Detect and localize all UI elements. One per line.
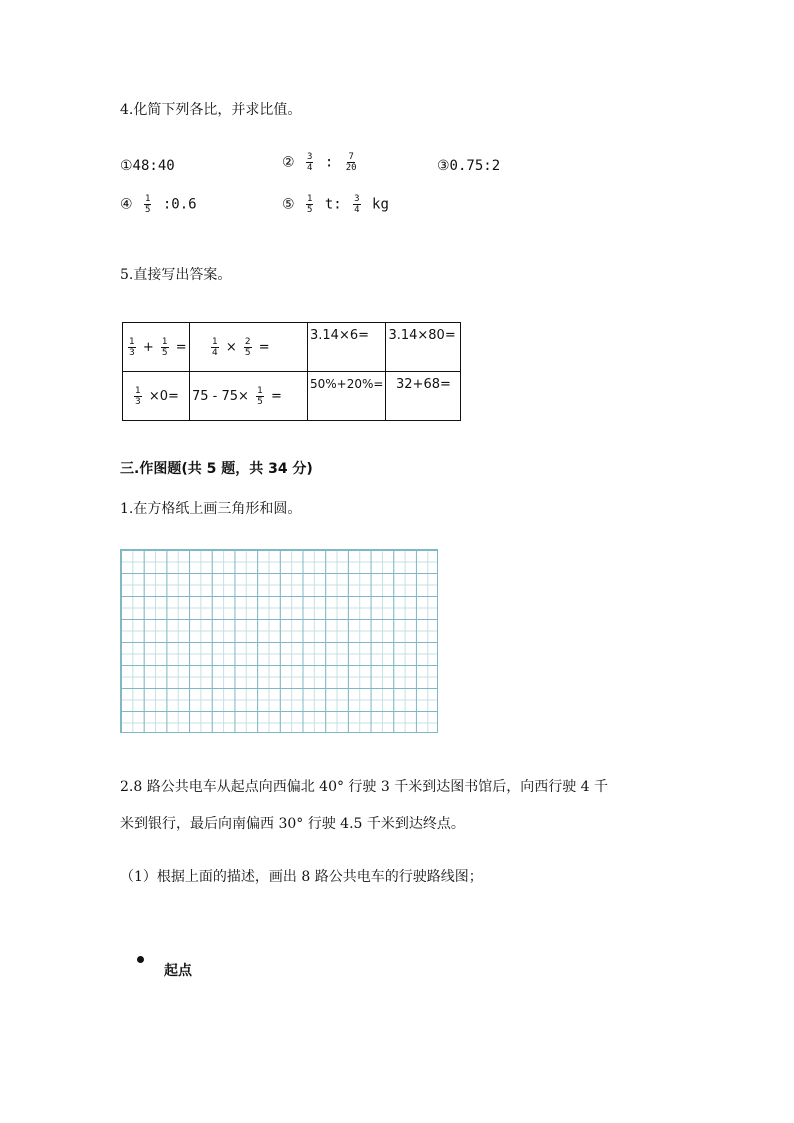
operator: × [225, 339, 237, 355]
q4-item-4 [120, 194, 197, 215]
equals: = [258, 339, 270, 355]
fraction-num: 1 [212, 336, 218, 347]
table-row [123, 323, 461, 372]
q4-item-3: ③0.75:2 [437, 158, 501, 174]
calc-pre: 75 - 75× [192, 388, 249, 404]
fraction-den: 4 [212, 347, 218, 358]
q4-item-5-prefix: ⑤ [282, 196, 295, 213]
q4-item-2 [282, 152, 361, 173]
fraction: $\frac{3}{4}$ [307, 152, 313, 173]
table-row [123, 372, 461, 421]
q4-item-5 [282, 194, 389, 215]
fraction-den: 3 [135, 396, 141, 407]
equals: = [270, 388, 282, 404]
section-heading: 三.作图题(共 5 题，共 34 分) [120, 461, 313, 477]
start-point-dot [137, 956, 144, 963]
q4-title: 4.化简下列各比，并求比值。 [120, 102, 302, 118]
q4-item-4-prefix: ④ [120, 196, 133, 213]
fraction: $\frac{1}{5}$ [307, 194, 313, 215]
fraction-num: 1 [257, 385, 263, 396]
fraction-num: 2 [244, 336, 251, 347]
fraction-num: 1 [129, 336, 135, 347]
q5-title: 5.直接写出答案。 [120, 267, 232, 283]
start-point-label: 起点 [164, 963, 192, 979]
fraction-den: 5 [244, 347, 251, 358]
calc-cell: 3.14×6= [308, 323, 386, 372]
equals: = [175, 339, 187, 355]
fraction-num: 1 [161, 336, 168, 347]
calc-cell [123, 372, 190, 421]
drawing-q2-sub1: （1）根据上面的描述，画出 8 路公共电车的行驶路线图； [120, 869, 483, 885]
fraction: $\frac{7}{20}$ [345, 152, 357, 173]
calc-cell [190, 323, 308, 372]
fraction: $\frac{3}{4}$ [354, 194, 360, 215]
graph-paper-grid[interactable] [120, 549, 438, 733]
q4-item-2-prefix: ② [282, 154, 295, 171]
calc-rest: ×0= [148, 388, 179, 404]
fraction: $\frac{1}{5}$ [145, 194, 151, 215]
calc-cell: 32+68= [386, 372, 461, 421]
drawing-q2-line1: 2.8 路公共电车从起点向西偏北 40° 行驶 3 千米到达图书馆后，向西行驶 4 千 [120, 779, 609, 795]
fraction-num: 1 [135, 385, 141, 396]
q4-item-5-mid: t: [324, 196, 342, 213]
fraction-den: 5 [257, 396, 263, 407]
calc-cell [123, 323, 190, 372]
drawing-q2-line2: 米到银行，最后向南偏西 30° 行驶 4.5 千米到达终点。 [120, 816, 465, 832]
calc-table [122, 322, 461, 421]
q4-item-4-rest: :0.6 [162, 196, 197, 213]
ratio-sign: : [324, 154, 334, 171]
calc-cell: 50%+20%= [308, 372, 386, 421]
drawing-q1: 1.在方格纸上画三角形和圆。 [120, 501, 302, 517]
fraction-den: 3 [129, 347, 135, 358]
calc-cell: 3.14×80= [386, 323, 461, 372]
q4-item-1: ①48:40 [120, 158, 175, 174]
calc-cell [190, 372, 308, 421]
fraction-den: 5 [161, 347, 168, 358]
operator: + [142, 339, 154, 355]
q4-item-5-unit: kg [372, 196, 389, 213]
